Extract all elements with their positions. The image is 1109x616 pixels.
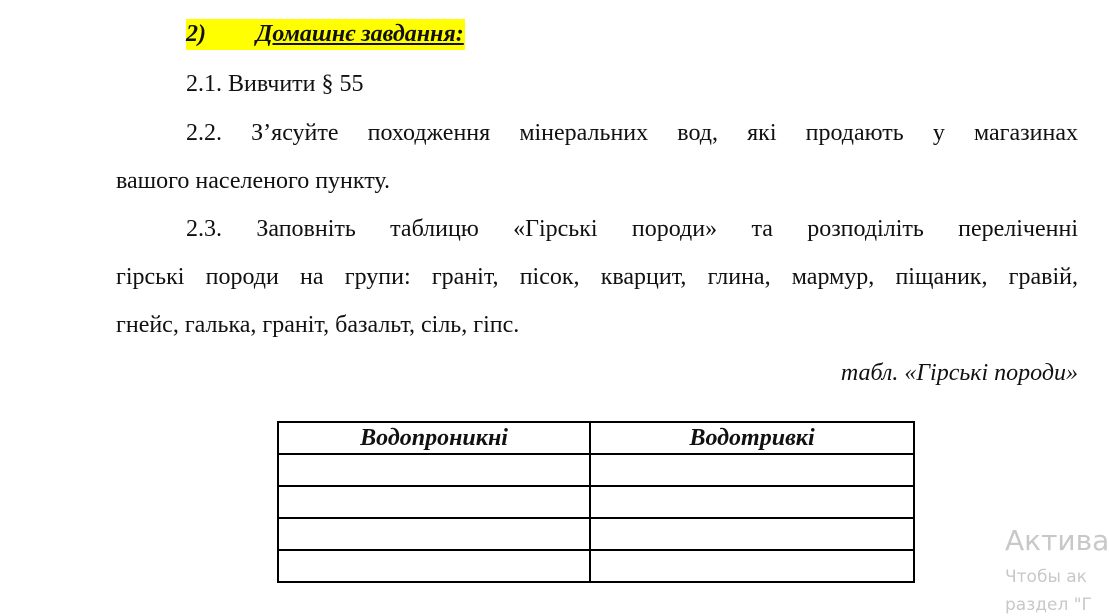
table-header-row — [278, 422, 914, 454]
table-caption: табл. «Гірські породи» — [840, 360, 1078, 386]
heading-number: 2) — [186, 21, 206, 47]
item-2-3-line3: гнейс, галька, граніт, базальт, сіль, гіпс. — [116, 312, 520, 338]
header-impermeable: Водотривкі — [590, 422, 914, 454]
table-row — [278, 486, 914, 518]
table-cell[interactable] — [278, 550, 590, 582]
table-cell[interactable] — [278, 518, 590, 550]
activation-watermark-line3: раздел "Г — [1005, 595, 1092, 615]
item-2-2-line2: вашого населеного пункту. — [116, 168, 391, 194]
rocks-table — [277, 421, 915, 583]
activation-watermark-line2: Чтобы ак — [1005, 567, 1087, 587]
table-cell[interactable] — [590, 486, 914, 518]
table-cell[interactable] — [278, 486, 590, 518]
item-2-1-text: 2.1. Вивчити § 55 — [186, 71, 364, 97]
table-cell[interactable] — [590, 518, 914, 550]
item-2-3-line1: 2.3. Заповніть таблицю «Гірські породи» та розподіліть переліченні — [186, 216, 1078, 242]
table-row — [278, 518, 914, 550]
table-row — [278, 454, 914, 486]
homework-heading — [186, 19, 465, 50]
table-cell[interactable] — [590, 550, 914, 582]
item-2-2-line1: 2.2. З’ясуйте походження мінеральних вод, які продають у магазинах — [186, 120, 1078, 146]
table-row — [278, 550, 914, 582]
item-2-1 — [116, 60, 1078, 108]
item-2-3-line2: гірські породи на групи: граніт, пісок, кварцит, глина, мармур, піщаник, гравій, — [116, 264, 1078, 290]
header-permeable: Водопроникні — [278, 422, 590, 454]
table-cell[interactable] — [590, 454, 914, 486]
table-cell[interactable] — [278, 454, 590, 486]
activation-watermark-title: Актива — [1005, 524, 1109, 557]
heading-title: Домашнє завдання: — [256, 21, 464, 47]
